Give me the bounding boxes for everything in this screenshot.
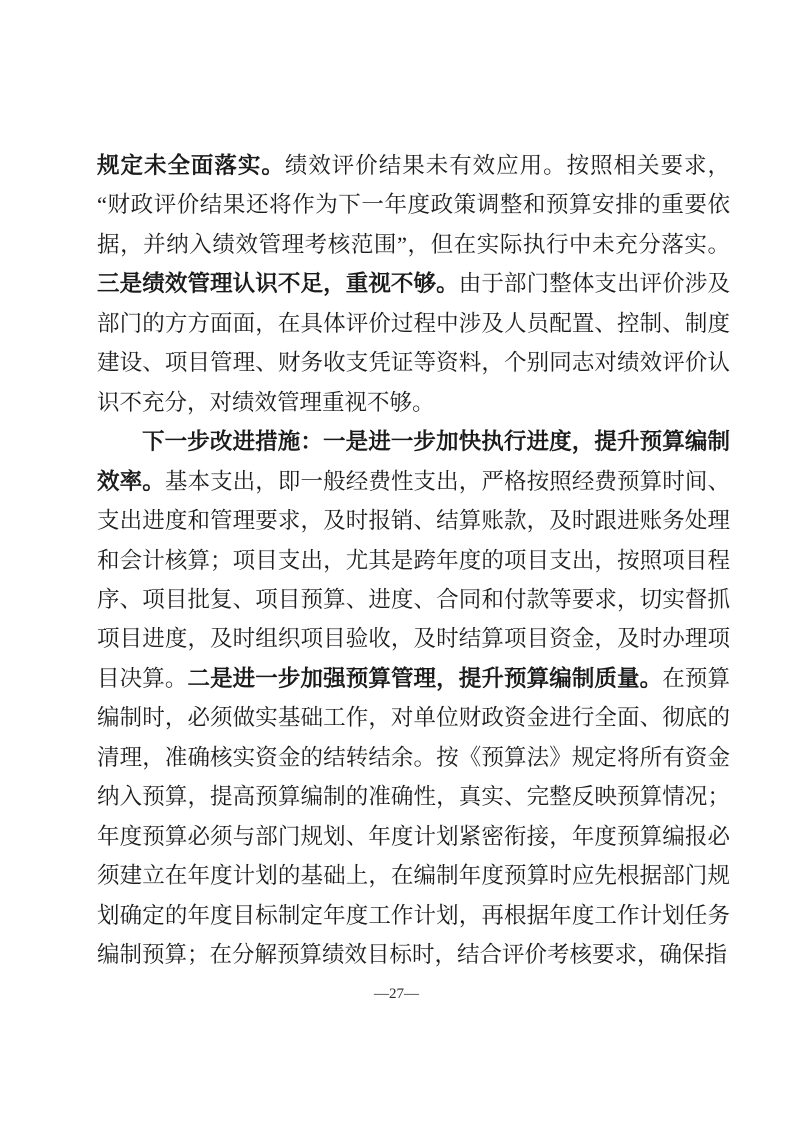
page-number: —27— <box>374 986 419 1002</box>
text-run: 基本支出，即一般经费性支出，严格按照经费预算时间、支出进度和管理要求，及时报销、结算账款，及时跟进账务处理和会计核算；项目支出，尤其是跨年度的项目支出，按照项目程序、项目批复、项目预算、进度、合同和付款等要求，切实督抓项目进度，及时组织项目验收，及时结算项目资金，及时办理项目决算。 <box>97 468 730 691</box>
text-run: 绩效评价结果未有效应用。按照相关要求，“财政评价结果还将作为下一年度政策调整和预算安排的重要依据，并纳入绩效管理考核范围”，但在实际执行中未充分落实。 <box>97 153 730 257</box>
paragraph <box>97 422 730 974</box>
paragraph <box>97 146 730 422</box>
emphasis-run: 下一步改进措施：一是进一步加快执行进度，提升预算编制效率。 <box>97 429 730 494</box>
emphasis-run: 二是进一步加强预算管理，提升预算编制质量。 <box>187 665 663 691</box>
text-run: 由于部门整体支出评价涉及部门的方方面面，在具体评价过程中涉及人员配置、控制、制度建设、项目管理、财务收支凭证等资料，个别同志对绩效评价认识不充分，对绩效管理重视不够。 <box>97 271 730 415</box>
body-text <box>97 146 730 975</box>
emphasis-run: 三是绩效管理认识不足，重视不够。 <box>97 271 459 297</box>
text-run: 在预算编制时，必须做实基础工作，对单位财政资金进行全面、彻底的清理，准确核实资金的结转结余。按《预算法》规定将所有资金纳入预算，提高预算编制的准确性，真实、完整反映预算情况；年度预算必须与部门规划、年度计划紧密衔接，年度预算编报必须建立在年度计划的基础上，在编制年度预算时应先根据部门规划确定的年度目标制定年度工作计划，再根据年度工作计划任务编制预算；在分解预算绩效目标时，结合评价考核要求，确保指 <box>97 665 730 968</box>
emphasis-run: 规定未全面落实。 <box>97 153 285 178</box>
